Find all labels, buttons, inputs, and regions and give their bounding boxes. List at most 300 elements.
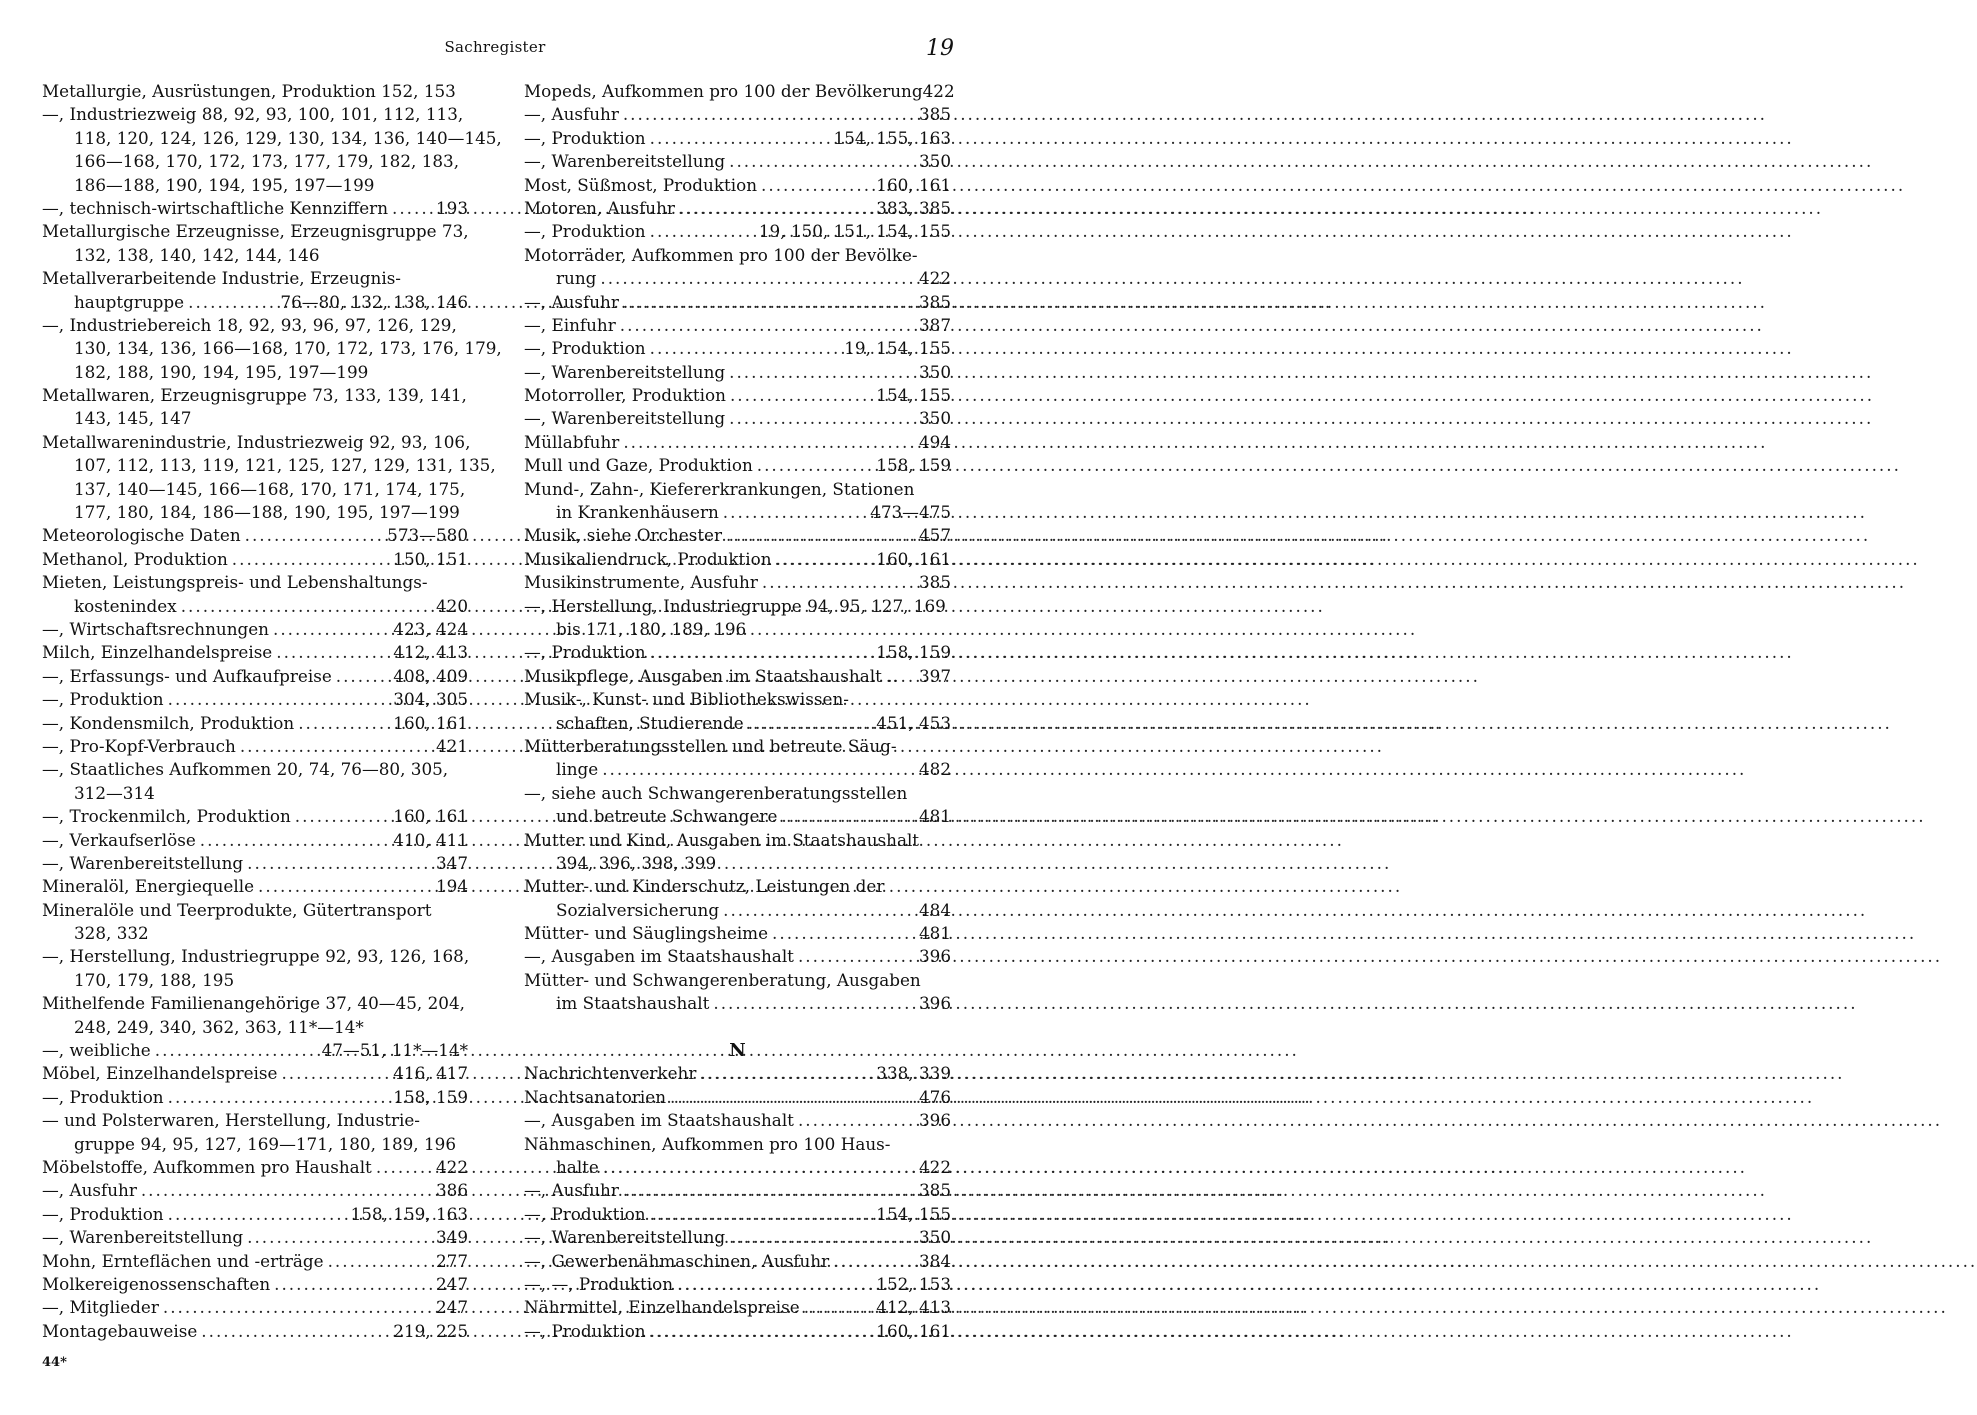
entry-pages: 416, 417 [393, 1063, 468, 1084]
entry-pages: 386 [435, 1180, 468, 1201]
entry-term: —, Industriezweig 88, 92, 93, 100, 101, 112, 113, [42, 104, 464, 125]
leader-dots [388, 197, 436, 220]
entry-term: —, Staatliches Aufkommen 20, 74, 76—80, 305, [42, 759, 449, 780]
entry-pages: 19, 150, 151, 154, 155 [758, 221, 951, 242]
entry-pages: 476 [918, 1086, 951, 1107]
entry-term: —, Produktion [524, 338, 646, 359]
leader-dots [646, 1320, 877, 1343]
index-entry [524, 758, 951, 781]
leader-dots [599, 1156, 919, 1179]
index-entry [524, 735, 951, 758]
entry-pages: 158, 159 [876, 455, 951, 476]
entry-term: hauptgruppe [74, 291, 185, 312]
index-entry [524, 478, 951, 501]
index-column-right [524, 80, 955, 1343]
entry-term: Nährmittel, Einzelhandelspreise [524, 1297, 800, 1318]
leader-dots [619, 103, 919, 126]
entry-term: —, Produktion [524, 127, 646, 148]
leader-dots [696, 1062, 876, 1085]
entry-pages: 384 [918, 1250, 951, 1271]
entry-term: 328, 332 [74, 923, 149, 944]
entry-pages: 193 [435, 197, 468, 218]
index-entry [42, 1016, 468, 1039]
leader-dots [254, 875, 436, 898]
index-column-left [42, 80, 502, 1343]
entry-term: schaften, Studierende [556, 712, 744, 733]
leader-dots [619, 1179, 919, 1202]
index-entry [42, 1320, 468, 1343]
leader-dots [137, 1179, 436, 1202]
index-entry [524, 945, 951, 968]
index-entry [42, 407, 468, 430]
index-entry [42, 197, 468, 220]
entry-term: Molkereigenossenschaften [42, 1273, 271, 1294]
entry-term: Musikpflege, Ausgaben im Staatshaushalt .. [524, 665, 898, 686]
index-entry [524, 852, 951, 875]
entry-term: Motorräder, Aufkommen pro 100 der Bevölke- [524, 244, 918, 265]
entry-term: —, Produktion [524, 1320, 646, 1341]
entry-term: Mund-, Zahn-, Kiefererkrankungen, Stationen [524, 478, 915, 499]
entry-pages: 150, 151 [393, 548, 468, 569]
entry-pages: 350 [918, 1227, 951, 1248]
entry-term: 177, 180, 184, 186—188, 190, 195, 197—199 [74, 502, 460, 523]
index-entry [42, 852, 468, 875]
leader-dots [616, 314, 919, 337]
entry-term: 166—168, 170, 172, 173, 177, 179, 182, 183, [74, 151, 460, 172]
leader-dots [722, 524, 919, 547]
index-entry [524, 969, 951, 992]
entry-term: und betreute Schwangere [556, 806, 778, 827]
entry-pages: 484 [918, 899, 951, 920]
entry-pages: 385 [918, 291, 951, 312]
leader-dots [800, 1296, 877, 1319]
entry-pages: 481 [918, 923, 951, 944]
entry-term: 394, 396, 398, 399 [556, 852, 717, 873]
index-entry [42, 174, 468, 197]
index-entry [524, 899, 951, 922]
index-entry [524, 1062, 951, 1085]
entry-term: Metallurgische Erzeugnisse, Erzeugnisgruppe 73, [42, 221, 469, 242]
entry-term: Most, Süßmost, Produktion [524, 174, 758, 195]
leader-dots [768, 922, 919, 945]
entry-pages: 396 [918, 946, 951, 967]
entry-term: Mopeds, Aufkommen pro 100 der Bevölkerung [524, 81, 923, 101]
index-entry [42, 361, 468, 384]
leader-dots [675, 197, 876, 220]
entry-pages: 423, 424 [393, 618, 468, 639]
index-entry [524, 1086, 951, 1109]
index-entry [524, 314, 951, 337]
entry-pages: 473—475 [870, 502, 951, 523]
index-entry [524, 501, 951, 524]
entry-term: —, Kondensmilch, Produktion [42, 712, 295, 733]
leader-dots [151, 1039, 322, 1062]
entry-term: Metallwarenindustrie, Industriezweig 92, 93, 106, [42, 431, 471, 452]
index-entry [42, 595, 468, 618]
entry-term: 182, 188, 190, 194, 195, 197—199 [74, 361, 369, 382]
entry-term: —, Warenbereitstellung [524, 1227, 726, 1248]
leader-dots [719, 899, 919, 922]
entry-term: Motorroller, Produktion [524, 385, 726, 406]
index-entry [42, 829, 468, 852]
index-entry [524, 1250, 951, 1273]
index-entry [42, 267, 468, 290]
entry-term: 130, 134, 136, 166—168, 170, 172, 173, 176, 179, [74, 338, 502, 359]
index-entry [42, 1133, 468, 1156]
entry-term: —, Pro-Kopf-Verbrauch [42, 735, 236, 756]
entry-term: —, Warenbereitstellung [524, 408, 726, 429]
entry-pages: 152, 153 [876, 1273, 951, 1294]
entry-term: —, technisch-wirtschaftliche Kennziffern [42, 197, 388, 218]
page-number: 19 [926, 36, 954, 61]
entry-pages: 422 [918, 268, 951, 289]
index-entry [524, 407, 951, 430]
leader-dots [164, 1203, 351, 1226]
entry-term: 137, 140—145, 166—168, 170, 171, 174, 175, [74, 478, 466, 499]
index-entry [42, 758, 468, 781]
leader-dots [619, 431, 919, 454]
entry-pages: 304, 305 [393, 689, 468, 710]
index-entry [42, 1296, 468, 1319]
entry-pages: 397 [918, 665, 951, 686]
index-entry [524, 384, 951, 407]
entry-term: Mutter- und Kinderschutz, Leistungen der [524, 876, 885, 897]
leader-dots [272, 641, 393, 664]
leader-dots [332, 665, 394, 688]
entry-pages: 154, 155 [876, 385, 951, 406]
index-entry [524, 1273, 951, 1296]
entry-term: rung [556, 268, 597, 289]
index-entry [524, 805, 951, 828]
entry-term: Metallverarbeitende Industrie, Erzeugnis- [42, 268, 401, 289]
index-entry [42, 127, 502, 150]
entry-pages: 387 [918, 314, 951, 335]
index-entry [42, 899, 468, 922]
leader-dots [725, 407, 919, 430]
entry-term: Metallurgie, Ausrüstungen, Produktion 152, 153 [42, 81, 456, 101]
entry-pages: 494 [918, 431, 951, 452]
entry-pages: 158, 159 [393, 1086, 468, 1107]
index-entry [42, 431, 471, 454]
entry-term: —, Warenbereitstellung [42, 1227, 244, 1248]
entry-term: —, Produktion [42, 1203, 164, 1224]
index-entry [524, 80, 955, 103]
entry-pages: 412, 413 [393, 642, 468, 663]
entry-pages: 47—51, 11*—14* [321, 1040, 468, 1061]
leader-dots [197, 1320, 393, 1343]
entry-term: Müllabfuhr [524, 431, 620, 452]
entry-pages: 422 [435, 1156, 468, 1177]
index-entry [524, 571, 951, 594]
leader-dots [236, 735, 436, 758]
entry-pages: 247 [435, 1273, 468, 1294]
entry-term: Methanol, Produktion [42, 548, 228, 569]
index-entry [524, 150, 951, 173]
index-entry [524, 641, 951, 664]
entry-term: im Staatshaushalt [556, 993, 710, 1014]
index-entry [524, 548, 951, 571]
index-entry [524, 454, 951, 477]
entry-pages: 457 [918, 525, 951, 546]
leader-dots [777, 805, 919, 828]
entry-term: —, Einfuhr [524, 314, 616, 335]
leader-dots [243, 852, 436, 875]
index-entry [42, 1062, 468, 1085]
leader-dots [758, 571, 919, 594]
index-entry [42, 665, 468, 688]
entry-term: Mieten, Leistungspreis- und Lebenshaltungs- [42, 572, 428, 593]
leader-dots [164, 1086, 394, 1109]
index-entry [42, 1203, 468, 1226]
index-entry [524, 431, 951, 454]
index-entry [42, 875, 468, 898]
index-entry [524, 291, 951, 314]
entry-pages: 385 [918, 104, 951, 125]
leader-dots [596, 267, 919, 290]
entry-term: —, Warenbereitstellung [42, 852, 244, 873]
entry-pages: 247 [435, 1297, 468, 1318]
entry-pages: 349 [435, 1227, 468, 1248]
entry-pages: 160, 161 [393, 806, 468, 827]
entry-term: —, Ausgaben im Staatshaushalt [524, 1110, 794, 1131]
index-entry [42, 524, 468, 547]
entry-term: —, Produktion [42, 1086, 164, 1107]
entry-term: Musikaliendruck, Produktion [524, 548, 772, 569]
entry-pages: 19, 154, 155 [844, 338, 951, 359]
index-entry [42, 548, 468, 571]
index-entry [42, 80, 468, 103]
leader-dots [277, 1062, 393, 1085]
entry-term: Montagebauweise [42, 1320, 198, 1341]
leader-dots [646, 337, 845, 360]
entry-term: 118, 120, 124, 126, 129, 130, 134, 136, 140—145, [74, 127, 502, 148]
index-entry [524, 922, 951, 945]
leader-dots [228, 548, 393, 571]
leader-dots [794, 945, 919, 968]
entry-term: Nähmaschinen, Aufkommen pro 100 Haus- [524, 1133, 891, 1154]
index-entry [42, 992, 468, 1015]
entry-pages: 219, 225 [393, 1320, 468, 1341]
entry-term: —, Ausfuhr [524, 1180, 619, 1201]
leader-dots [666, 1086, 919, 1109]
entry-term: —, Produktion [524, 642, 646, 663]
entry-pages: 277 [435, 1250, 468, 1271]
index-entry [42, 478, 468, 501]
entry-term: bis 171, 180, 189, 196 [556, 618, 747, 639]
entry-pages: 420 [435, 595, 468, 616]
entry-term: Musikinstrumente, Ausfuhr [524, 572, 758, 593]
entry-pages: 158, 159 [876, 642, 951, 663]
index-entry [524, 267, 951, 290]
index-entry [524, 174, 951, 197]
index-entry [42, 571, 468, 594]
leader-dots [598, 758, 919, 781]
entry-pages: 421 [435, 735, 468, 756]
entry-term: —, Produktion [524, 221, 646, 242]
index-entry [42, 314, 468, 337]
index-entry [42, 735, 468, 758]
entry-pages: 160, 161 [876, 548, 951, 569]
index-entry [524, 524, 951, 547]
entry-pages: 408, 409 [393, 665, 468, 686]
entry-term: Sozialversicherung [556, 899, 720, 920]
leader-dots [772, 548, 877, 571]
index-entry [42, 291, 468, 314]
entry-term: —, Ausgaben im Staatshaushalt [524, 946, 794, 967]
index-entry [42, 1273, 468, 1296]
entry-term: 132, 138, 140, 142, 144, 146 [74, 244, 320, 265]
index-entry [42, 103, 468, 126]
leader-dots [719, 501, 870, 524]
index-entry [524, 829, 951, 852]
leader-dots [291, 805, 394, 828]
leader-dots [744, 712, 877, 735]
entry-pages: 385 [918, 1180, 951, 1201]
index-entry [42, 922, 468, 945]
index-entry [42, 1086, 468, 1109]
index-entry [42, 969, 468, 992]
entry-pages: 410, 411 [393, 829, 468, 850]
entry-pages: 350 [918, 361, 951, 382]
index-entry [524, 688, 951, 711]
entry-term: —, Gewerbenähmaschinen, Ausfuhr [524, 1250, 830, 1271]
index-entry [524, 103, 951, 126]
entry-pages: 154, 155 [876, 1203, 951, 1224]
entry-term: Möbel, Einzelhandelspreise [42, 1063, 278, 1084]
index-entry [42, 150, 468, 173]
leader-dots [164, 688, 394, 711]
leader-dots [757, 174, 876, 197]
entry-term: kostenindex [74, 595, 177, 616]
index-entry [524, 875, 951, 898]
entry-term: —, Industriebereich 18, 92, 93, 96, 97, 126, 129, [42, 314, 457, 335]
leader-dots [294, 712, 393, 735]
entry-term: Metallwaren, Erzeugnisgruppe 73, 133, 139, 141, [42, 385, 467, 406]
leader-dots [725, 361, 919, 384]
entry-pages: 573—580 [387, 525, 468, 546]
blank-line [524, 1016, 951, 1039]
entry-term: —, Warenbereitstellung [524, 151, 726, 172]
entry-term: Mütter- und Säuglingsheime [524, 923, 769, 944]
index-entry [42, 337, 502, 360]
entry-term: Milch, Einzelhandelspreise [42, 642, 273, 663]
index-entry [524, 1156, 951, 1179]
leader-dots [324, 1250, 436, 1273]
entry-term: —, Herstellung, Industriegruppe 94, 95, 127, 169 [524, 595, 946, 616]
leader-dots [673, 1273, 876, 1296]
leader-dots [372, 1156, 436, 1179]
entry-term: —, Warenbereitstellung [524, 361, 726, 382]
entry-pages: 158, 159, 163 [350, 1203, 468, 1224]
entry-term: —, —, Produktion [524, 1273, 674, 1294]
index-entry [42, 805, 468, 828]
entry-term: Musik-, Kunst- und Bibliothekswissen- [524, 689, 849, 710]
index-entry [42, 1179, 468, 1202]
entry-term: —, Ausfuhr [524, 291, 619, 312]
index-entry [524, 1320, 951, 1343]
index-entry [524, 1203, 951, 1226]
index-entry [524, 1109, 951, 1132]
entry-pages: 396 [918, 1110, 951, 1131]
leader-dots [646, 220, 759, 243]
leader-dots [646, 1203, 877, 1226]
entry-term: Mithelfende Familienangehörige 37, 40—45, 204, [42, 993, 465, 1014]
index-entry [524, 1133, 951, 1156]
leader-dots [725, 1226, 919, 1249]
entry-pages: 481 [918, 806, 951, 827]
entry-pages: 385 [918, 572, 951, 593]
index-entry [524, 127, 951, 150]
index-entry [524, 712, 951, 735]
index-entry [42, 384, 468, 407]
leader-dots [619, 291, 919, 314]
entry-term: gruppe 94, 95, 127, 169—171, 180, 189, 196 [74, 1133, 457, 1154]
entry-term: —, Verkaufserlöse [42, 829, 196, 850]
entry-pages: 338, 339 [876, 1063, 951, 1084]
entry-pages: 482 [918, 759, 951, 780]
entry-term: —, Erfassungs- und Aufkaufpreise [42, 665, 332, 686]
index-entry [524, 782, 951, 805]
entry-term: —, Produktion [524, 1203, 646, 1224]
leader-dots [269, 618, 393, 641]
index-entry [524, 337, 951, 360]
index-entry [42, 1109, 468, 1132]
leader-dots [159, 1296, 436, 1319]
index-entry [524, 618, 951, 641]
index-entry [42, 782, 468, 805]
entry-term: in Krankenhäusern [556, 502, 719, 523]
running-header-title: Sachregister [444, 38, 546, 56]
leader-dots [270, 1273, 436, 1296]
leader-dots [196, 829, 394, 852]
entry-term: Möbelstoffe, Aufkommen pro Haushalt [42, 1156, 372, 1177]
index-entry [524, 197, 951, 220]
entry-term: —, weibliche [42, 1040, 151, 1061]
entry-pages: 451, 453 [876, 712, 951, 733]
entry-term: Mohn, Ernteflächen und -erträge [42, 1250, 324, 1271]
entry-pages: 422 [918, 1156, 951, 1177]
entry-term: Musik, siehe Orchester [524, 525, 723, 546]
entry-pages: 350 [918, 151, 951, 172]
entry-pages: 160, 161 [876, 174, 951, 195]
index-entry [524, 665, 951, 688]
entry-term: Mineralöl, Energiequelle [42, 876, 255, 897]
index-entry [42, 1226, 468, 1249]
index-entry [524, 992, 951, 1015]
sheet-signature: 44* [42, 1355, 67, 1370]
entry-term: 186—188, 190, 194, 195, 197—199 [74, 174, 375, 195]
leader-dots [177, 595, 436, 618]
entry-term: Mineralöle und Teerprodukte, Gütertransport [42, 899, 432, 920]
leader-dots [241, 524, 388, 547]
index-entry [524, 220, 951, 243]
leader-dots [725, 150, 919, 173]
entry-term: Motoren, Ausfuhr [524, 197, 675, 218]
entry-term: 170, 179, 188, 195 [74, 969, 235, 990]
entry-term: 248, 249, 340, 362, 363, 11*—14* [74, 1016, 364, 1037]
index-entry [524, 1179, 951, 1202]
entry-term: —, siehe auch Schwangerenberatungsstellen [524, 782, 908, 803]
index-entry [524, 361, 951, 384]
index-entry [42, 1039, 468, 1062]
leader-dots [646, 641, 877, 664]
entry-term: linge [556, 759, 599, 780]
index-entry [524, 1296, 951, 1319]
entry-term: —, Ausfuhr [524, 104, 619, 125]
index-entry [524, 595, 951, 618]
entry-term: Nachtsanatorien [524, 1086, 667, 1107]
entry-term: —, Trockenmilch, Produktion [42, 806, 291, 827]
